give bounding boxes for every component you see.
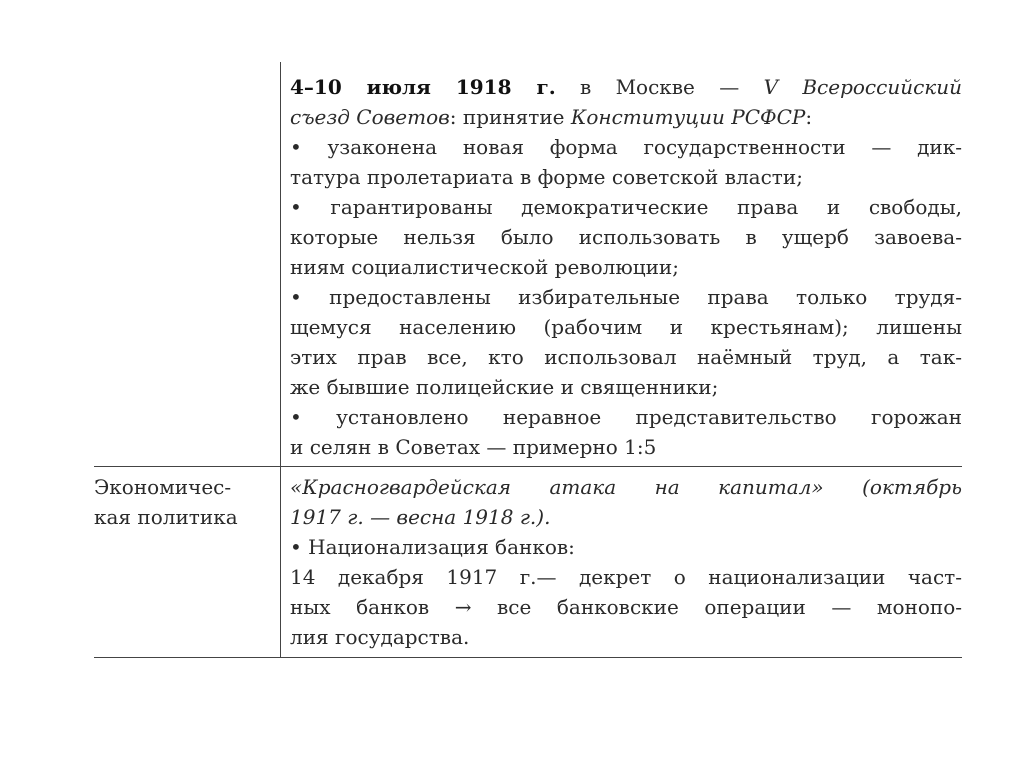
- text-line: [290, 72, 962, 102]
- text-fragment: ных банков → все банковские операции — монопо-: [290, 595, 962, 619]
- text-fragment: • гарантированы демократические права и свободы,: [290, 195, 962, 219]
- text-line: [290, 592, 962, 622]
- row-label-economic-policy: [94, 467, 280, 657]
- history-table: [94, 62, 962, 658]
- text-line: [290, 432, 962, 462]
- text-fragment: • узаконена новая форма государственности — дик-: [290, 135, 962, 159]
- table-row-constitution: [94, 62, 962, 466]
- text-fragment: в Москве —: [555, 75, 764, 99]
- text-fragment: и селян в Советах — примерно 1:5: [290, 435, 657, 459]
- text-fragment: :: [805, 105, 813, 129]
- text-line: [290, 282, 962, 312]
- text-line: [290, 502, 962, 532]
- text-fragment: «Красногвардейская атака на капитал»: [290, 475, 824, 499]
- text-line: [290, 252, 962, 282]
- row-label-line: Экономичес-: [94, 475, 232, 499]
- row-content-constitution: [280, 62, 962, 466]
- text-line: [290, 372, 962, 402]
- text-line: [290, 162, 962, 192]
- text-fragment: [824, 475, 862, 499]
- text-line: [290, 622, 962, 652]
- text-line: [290, 472, 962, 502]
- text-fragment: (октябрь: [862, 475, 963, 499]
- text-line: [290, 402, 962, 432]
- text-line: [290, 192, 962, 222]
- text-fragment: Конституции РСФСР: [570, 105, 806, 129]
- text-fragment: лия государства.: [290, 625, 470, 649]
- text-fragment: ниям социалистической революции;: [290, 255, 679, 279]
- text-fragment: • предоставлены избирательные права только трудя-: [290, 285, 962, 309]
- row-label-line: кая политика: [94, 505, 238, 529]
- text-fragment: : принятие: [449, 105, 571, 129]
- text-fragment: съезд Советов: [290, 105, 450, 129]
- text-fragment: 14 декабря 1917 г.— декрет о национализации част-: [290, 565, 962, 589]
- text-fragment: • Национализация банков:: [290, 535, 575, 559]
- text-fragment: 1917 г. — весна 1918 г.).: [290, 505, 551, 529]
- text-line: [290, 102, 962, 132]
- text-line: [290, 312, 962, 342]
- text-line: [290, 562, 962, 592]
- text-line: [290, 342, 962, 372]
- text-fragment: татура пролетариата в форме советской власти;: [290, 165, 803, 189]
- text-line: [290, 532, 962, 562]
- text-fragment: которые нельзя было использовать в ущерб завоева-: [290, 225, 962, 249]
- text-line: [290, 132, 962, 162]
- row-content-economic-policy: [280, 467, 962, 657]
- text-fragment: V Всероссийский: [763, 75, 962, 99]
- text-fragment: же бывшие полицейские и священники;: [290, 375, 719, 399]
- table-row-economic-policy: [94, 466, 962, 658]
- text-line: [290, 222, 962, 252]
- text-fragment: щемуся населению (рабочим и крестьянам); лишены: [290, 315, 962, 339]
- row-label-empty: [94, 62, 280, 466]
- text-fragment: этих прав все, кто использовал наёмный труд, а так-: [290, 345, 962, 369]
- text-fragment: • установлено неравное представительство горожан: [290, 405, 962, 429]
- text-fragment: 4–10 июля 1918 г.: [290, 75, 556, 99]
